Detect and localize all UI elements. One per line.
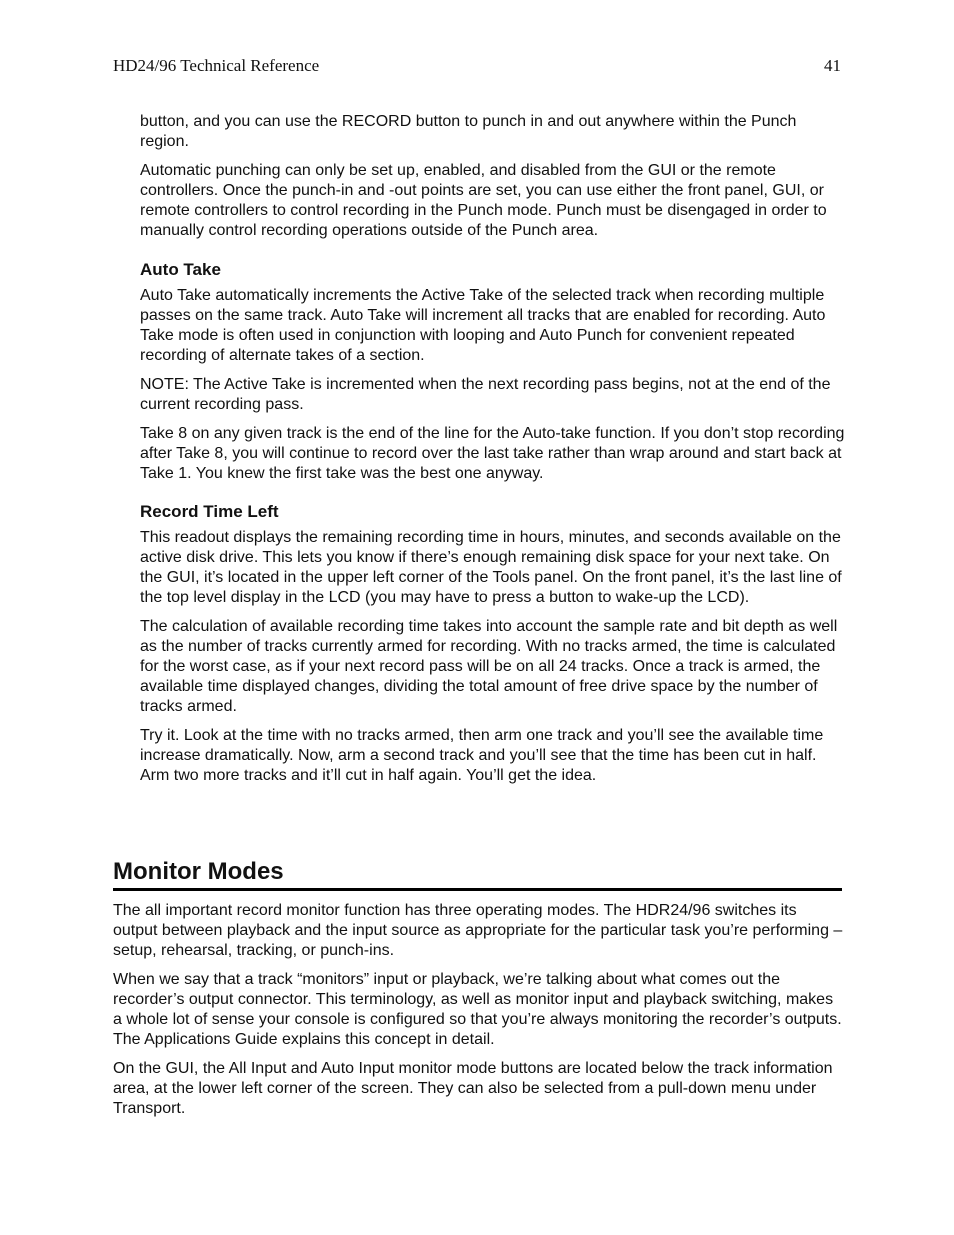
running-header-title: HD24/96 Technical Reference <box>113 56 320 75</box>
monitor-modes-paragraph-1: The all important record monitor function has three operating modes. The HDR24/96 switches its output between playback and the input source as appropriate for the particular task you’re performing – setup, rehearsal, tracking, or punch-ins. <box>113 902 843 959</box>
auto-take-section <box>140 260 845 493</box>
intro-paragraph-1: button, and you can use the RECORD button to punch in and out anywhere within the Punch region. <box>140 113 797 150</box>
monitor-modes-paragraph-3: On the GUI, the All Input and Auto Input monitor mode buttons are located below the track information area, at the lower left corner of the screen. They can also be selected from a pull-down menu under Transport. <box>113 1060 833 1117</box>
auto-take-heading: Auto Take <box>140 260 221 279</box>
intro-paragraph-2: Automatic punching can only be set up, enabled, and disabled from the GUI or the remote controllers. Once the punch-in and -out points are set, you can use either the front panel, GUI, or remote controllers to control recording in the Punch mode. Punch must be disengaged in order to manually control recording operations outside of the Punch area. <box>140 162 827 239</box>
record-time-left-paragraph-1: This readout displays the remaining recording time in hours, minutes, and seconds available on the active disk drive. This lets you know if there’s enough remaining disk space for your next take. On the GUI, it’s located in the upper left corner of the Tools panel. On the front panel, it’s the last line of the top level display in the LCD (you may have to press a button to wake-up the LCD). <box>140 529 842 606</box>
page-header <box>113 56 841 80</box>
intro-section <box>140 112 845 250</box>
monitor-modes-heading: Monitor Modes <box>113 856 842 891</box>
auto-take-paragraph-1: Auto Take automatically increments the Active Take of the selected track when recording multiple passes on the same track. Auto Take will increment all tracks that are enabled for recording. Auto Take mode is often used in conjunction with looping and Auto Punch for convenient repeated recording of alternate takes of a section. <box>140 287 826 364</box>
auto-take-paragraph-3: Take 8 on any given track is the end of the line for the Auto-take function. If you don’t stop recording after Take 8, you will continue to record over the last take rather than wrap around and start back at Take 1. You knew the first take was the best one anyway. <box>140 425 845 482</box>
record-time-left-paragraph-3: Try it. Look at the time with no tracks armed, then arm one track and you’ll see the available time increase dramatically. Now, arm a second track and you’ll see that the time has been cut in half. Arm two more tracks and it’ll cut in half again. You’ll get the idea. <box>140 727 824 784</box>
record-time-left-paragraph-2: The calculation of available recording time takes into account the sample rate and bit depth as well as the number of tracks currently armed for recording. With no tracks armed, the time is calculated for the worst case, as if your next record pass will be on all 24 tracks. Once a track is armed, the available time displayed changes, dividing the total amount of free drive space by the number of tracks armed. <box>140 618 838 715</box>
record-time-left-heading: Record Time Left <box>140 502 279 521</box>
monitor-modes-section <box>113 901 843 1128</box>
record-time-left-section <box>140 502 845 795</box>
page-number: 41 <box>824 56 841 75</box>
monitor-modes-paragraph-2: When we say that a track “monitors” input or playback, we’re talking about what comes out the recorder’s output connector. This terminology, as well as monitor input and playback switching, makes a whole lot of sense your console is configured so that you’re always monitoring the recorder’s outputs. The Applications Guide explains this concept in detail. <box>113 971 842 1048</box>
auto-take-note: NOTE: The Active Take is incremented when the next recording pass begins, not at the end of the current recording pass. <box>140 376 831 413</box>
